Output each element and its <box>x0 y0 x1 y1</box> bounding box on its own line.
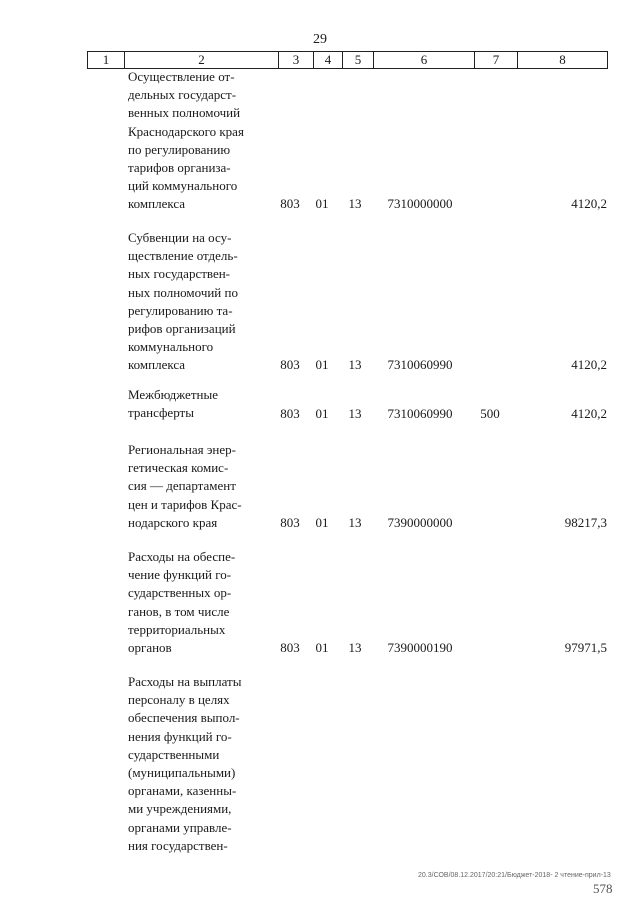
description-line: Межбюджетные <box>128 387 218 402</box>
ministry-code: 803 <box>280 640 300 655</box>
subsection-code: 13 <box>348 640 362 655</box>
row-description <box>128 229 262 375</box>
description-line: обеспечения выпол- <box>128 710 240 726</box>
column-header-table <box>87 51 608 69</box>
column-header-4: 4 <box>314 52 343 69</box>
description-line: ния государствен- <box>128 837 228 853</box>
ministry-code: 803 <box>280 515 300 530</box>
description-line: дельных государст- <box>128 87 237 103</box>
subsection-code: 13 <box>348 515 362 530</box>
description-line: комплекса <box>128 357 186 373</box>
description-line: по регулированию <box>128 141 231 157</box>
description-line: нодарского края <box>128 514 218 530</box>
amount: 4120,2 <box>571 196 607 211</box>
row-description <box>128 386 262 422</box>
description-line: Субвенции на осу- <box>128 230 232 245</box>
section-code: 01 <box>315 196 329 211</box>
ministry-code: 803 <box>280 196 300 211</box>
subsection-code: 13 <box>348 406 362 421</box>
description-line: коммунального <box>128 339 214 355</box>
page-number: 29 <box>313 32 327 47</box>
column-header-1: 1 <box>88 52 125 69</box>
description-line: ных полномочий по <box>128 284 238 300</box>
row-description <box>128 673 262 855</box>
description-line: Расходы на обеспе- <box>128 549 236 564</box>
target-code: 7390000190 <box>387 640 453 655</box>
amount: 97971,5 <box>564 640 607 655</box>
target-code: 7310000000 <box>387 196 453 211</box>
target-code: 7310060990 <box>387 357 453 372</box>
row-description <box>128 441 262 532</box>
subsection-code: 13 <box>348 357 362 372</box>
document-reference: 20.3/СОВ/08.12.2017/20:21/Бюджет-2018- 2 чтение-прил-13 <box>418 872 611 879</box>
description-line: территориальных <box>128 621 226 637</box>
description-line: венных полномочий <box>128 105 241 121</box>
section-code: 01 <box>315 406 329 421</box>
section-code: 01 <box>315 515 329 530</box>
column-header-8: 8 <box>518 52 608 69</box>
description-line: органами управле- <box>128 819 232 835</box>
description-line: тарифов организа- <box>128 160 231 176</box>
ministry-code: 803 <box>280 357 300 372</box>
description-line: комплекса <box>128 196 186 212</box>
description-line: Осуществление от- <box>128 69 235 84</box>
description-line: органами, казенны- <box>128 783 237 799</box>
description-line: нения функций го- <box>128 728 232 744</box>
target-code: 7310060990 <box>387 406 453 421</box>
description-line: ных государствен- <box>128 266 231 282</box>
subsection-code: 13 <box>348 196 362 211</box>
description-line: ществление отдель- <box>128 248 238 264</box>
description-line: сударственными <box>128 746 220 762</box>
column-header-5: 5 <box>343 52 374 69</box>
row-description <box>128 68 262 214</box>
sheet-number: 578 <box>593 881 613 896</box>
description-line: Расходы на выплаты <box>128 674 242 689</box>
description-line: органов <box>128 640 172 656</box>
target-code: 7390000000 <box>387 515 453 530</box>
section-code: 01 <box>315 640 329 655</box>
description-line: трансферты <box>128 405 194 421</box>
description-line: рифов организаций <box>128 321 236 337</box>
description-line: Краснодарского края <box>128 123 244 139</box>
amount: 98217,3 <box>564 515 607 530</box>
expense-type-code: 500 <box>480 406 500 421</box>
description-line: персоналу в целях <box>128 692 230 708</box>
description-line: (муниципальными) <box>128 765 236 781</box>
description-line: сударственных ор- <box>128 585 232 601</box>
description-line: ганов, в том числе <box>128 603 230 619</box>
amount: 4120,2 <box>571 357 607 372</box>
column-header-2: 2 <box>125 52 279 69</box>
ministry-code: 803 <box>280 406 300 421</box>
column-header-3: 3 <box>279 52 314 69</box>
description-line: чение функций го- <box>128 567 232 583</box>
description-line: регулированию та- <box>128 302 233 318</box>
section-code: 01 <box>315 357 329 372</box>
description-line: ций коммунального <box>128 178 238 194</box>
description-line: Региональная энер- <box>128 442 236 457</box>
column-header-6: 6 <box>374 52 475 69</box>
description-line: цен и тарифов Крас- <box>128 496 242 512</box>
amount: 4120,2 <box>571 406 607 421</box>
description-line: сия — департамент <box>128 478 236 494</box>
description-line: гетическая комис- <box>128 460 229 476</box>
row-description <box>128 548 262 657</box>
column-header-7: 7 <box>475 52 518 69</box>
description-line: ми учреждениями, <box>128 801 232 817</box>
